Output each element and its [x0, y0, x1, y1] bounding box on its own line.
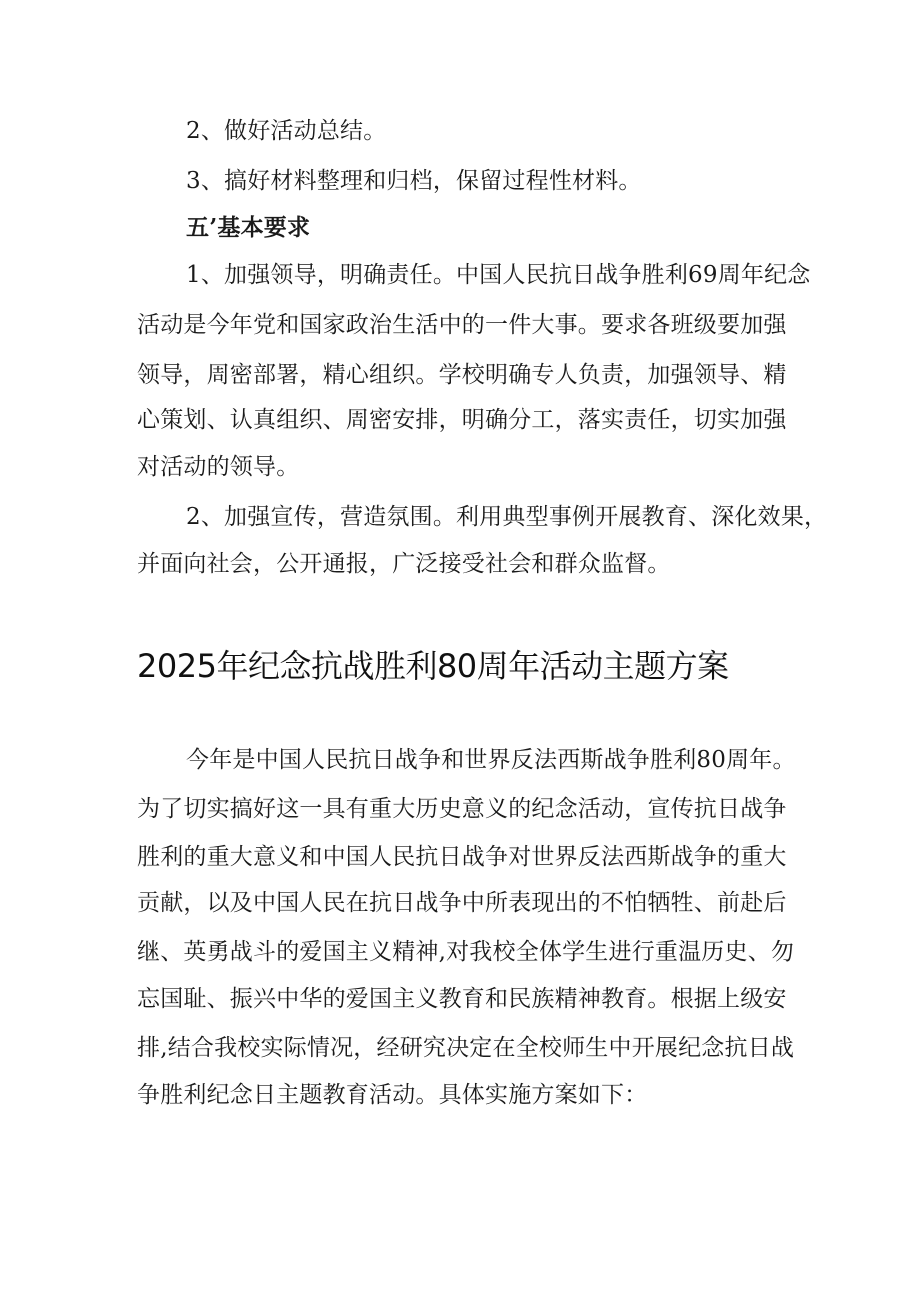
- paragraph-line: 胜利的重大意义和中国人民抗日战争对世界反法西斯战争的重大: [137, 844, 787, 870]
- paragraph-line: 2、加强宣传，营造氛围。利用典型事例开展教育、深化效果，: [186, 504, 828, 530]
- paragraph-line: 并面向社会，公开通报，广泛接受社会和群众监督。: [137, 551, 671, 577]
- paragraph-line: 争胜利纪念日主题教育活动。具体实施方案如下：: [137, 1082, 648, 1108]
- paragraph-line: 排,结合我校实际情况，经研究决定在全校师生中开展纪念抗日战: [137, 1035, 795, 1061]
- paragraph-line: 活动是今年党和国家政治生活中的一件大事。要求各班级要加强: [137, 312, 787, 338]
- paragraph-line: 心策划、认真组织、周密安排，明确分工，落实责任，切实加强: [137, 407, 787, 433]
- paragraph-line: 今年是中国人民抗日战争和世界反法西斯战争胜利80周年。: [186, 747, 796, 773]
- paragraph-line: 领导，周密部署，精心组织。学校明确专人负责，加强领导、精: [137, 362, 787, 388]
- paragraph-line: 继、英勇战斗的爱国主义精神,对我校全体学生进行重温历史、勿: [137, 939, 795, 965]
- paragraph-line: 贡献，以及中国人民在抗日战争中所表现出的不怕牺牲、前赴后: [137, 890, 787, 916]
- paragraph-line: 1、加强领导，明确责任。中国人民抗日战争胜利69周年纪念: [186, 262, 811, 288]
- document-title: 2025年纪念抗战胜利80周年活动主题方案: [137, 647, 729, 685]
- list-item-2: 2、做好活动总结。: [186, 118, 387, 144]
- section-heading: 五’基本要求: [186, 214, 311, 241]
- paragraph-line: 为了切实搞好这一具有重大历史意义的纪念活动，宣传抗日战争: [137, 796, 787, 822]
- paragraph-line: 忘国耻、振兴中华的爱国主义教育和民族精神教育。根据上级安: [137, 986, 787, 1012]
- list-item-3: 3、搞好材料整理和归档，保留过程性材料。: [186, 168, 642, 194]
- paragraph-line: 对活动的领导。: [137, 454, 300, 480]
